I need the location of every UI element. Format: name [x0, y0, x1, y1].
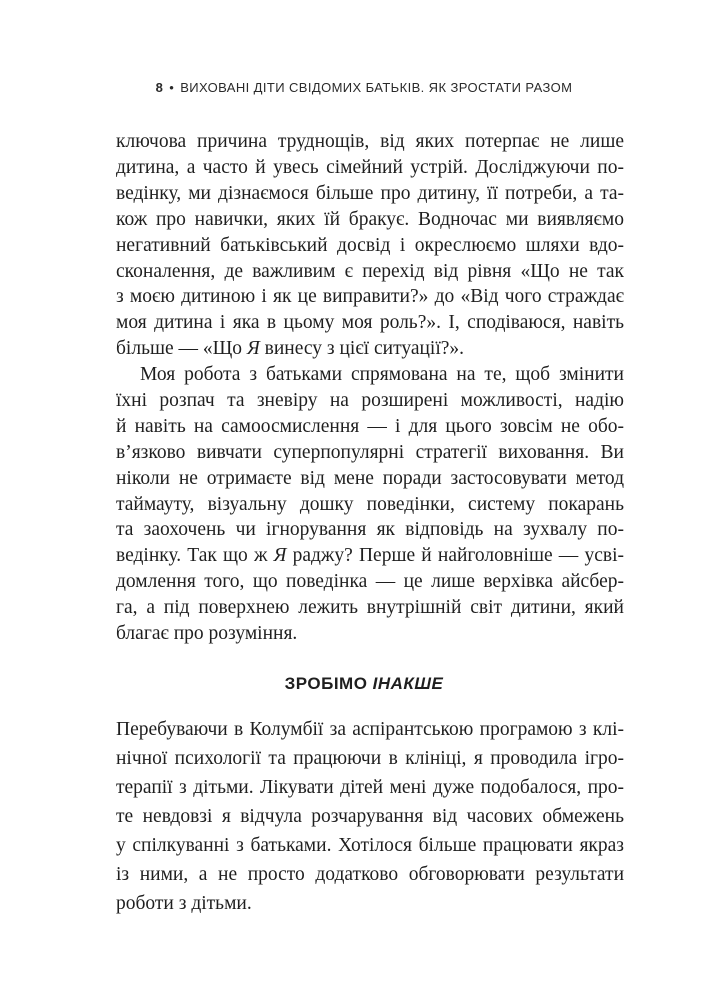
- paragraph-3-line: із ними, а не просто додатково обговорювати результати: [116, 864, 624, 885]
- paragraph-3-line: у спілкуванні з батьками. Хотілося більше працювати якраз: [116, 835, 624, 856]
- paragraph-3-line: те невдовзі я відчула розчарування від часових обмежень: [116, 806, 624, 827]
- paragraph-2-line: таймауту, візуальну дошку поведінки, систему покарань: [116, 493, 624, 515]
- heading-italic: ІНАКШЕ: [372, 674, 444, 693]
- paragraph-1-line: кож про навички, яких їй бракує. Водночас ми виявляємо: [116, 208, 624, 230]
- text-run: винесу з цієї ситуації?».: [259, 338, 465, 360]
- paragraph-2-line: Моя робота з батьками спрямована на те, щоб змінити: [140, 364, 624, 386]
- paragraph-3-line: Перебуваючи в Колумбії за аспірантською програмою з клі-: [116, 719, 624, 740]
- section-heading: [0, 674, 728, 694]
- paragraph-2-line: ніколи не отримаєте від мене поради застосовувати метод: [116, 467, 624, 489]
- heading-regular: ЗРОБІМО: [284, 674, 373, 693]
- paragraph-3-line: терапії з дітьми. Лікувати дітей мені дуже подобалося, про-: [116, 777, 624, 798]
- emphasis: Я: [273, 545, 287, 567]
- text-run: більше — «Що: [116, 338, 247, 360]
- text-run: раджу? Перше й найголовніше — усві-: [286, 545, 624, 567]
- text-run: ведінку. Так що ж: [116, 545, 274, 567]
- book-title: ВИХОВАНІ ДІТИ СВІДОМИХ БАТЬКІВ. ЯК ЗРОСТАТИ РАЗОМ: [180, 80, 573, 95]
- paragraph-2-line: та заохочень чи ігнорування як відповідь на зухвалу по-: [116, 519, 624, 541]
- running-head: [0, 80, 728, 95]
- paragraph-1-line: ведінку, ми дізнаємося більше про дитину, її потреби, а та-: [116, 182, 624, 204]
- running-head-separator: •: [169, 80, 175, 95]
- paragraph-1-last-line: [116, 337, 624, 361]
- paragraph-1-line: негативний батьківський досвід і окреслюємо шляхи вдо-: [116, 234, 624, 256]
- paragraph-1-line: ключова причина труднощів, від яких потерпає не лише: [116, 131, 624, 152]
- page-number: 8: [155, 80, 164, 95]
- paragraph-1-line: сконалення, де важливим є перехід від рівня «Що не так: [116, 260, 624, 282]
- paragraph-2-line: в’язково вивчати суперпопулярні стратегії виховання. Ви: [116, 441, 624, 463]
- paragraph-3-last-line: роботи з дітьми.: [116, 893, 252, 914]
- paragraph-2-line: й навіть на самоосмислення — і для цього зовсім не обо-: [116, 415, 624, 437]
- emphasis: Я: [246, 338, 260, 360]
- paragraph-2-line: їхні розпач та зневіру на розширені можливості, надію: [116, 389, 624, 411]
- paragraph-1-line: моя дитина і яка в цьому моя роль?». І, сподіваюся, навіть: [116, 312, 624, 334]
- paragraph-1-line: дитина, а часто й увесь сімейний устрій. Досліджуючи по-: [116, 156, 624, 178]
- paragraph-2-line: га, а під поверхнею лежить внутрішній світ дитини, який: [116, 597, 624, 619]
- paragraph-3-line: нічної психології та працюючи в клініці, я проводила ігро-: [116, 748, 624, 769]
- paragraph-2-italic-line: [116, 544, 624, 568]
- paragraph-2-last-line: благає про розуміння.: [116, 623, 298, 644]
- paragraph-2-line: домлення того, що поведінка — це лише верхівка айсбер-: [116, 571, 624, 593]
- paragraph-1-line: з моєю дитиною і як це виправити?» до «Від чого страждає: [116, 286, 624, 308]
